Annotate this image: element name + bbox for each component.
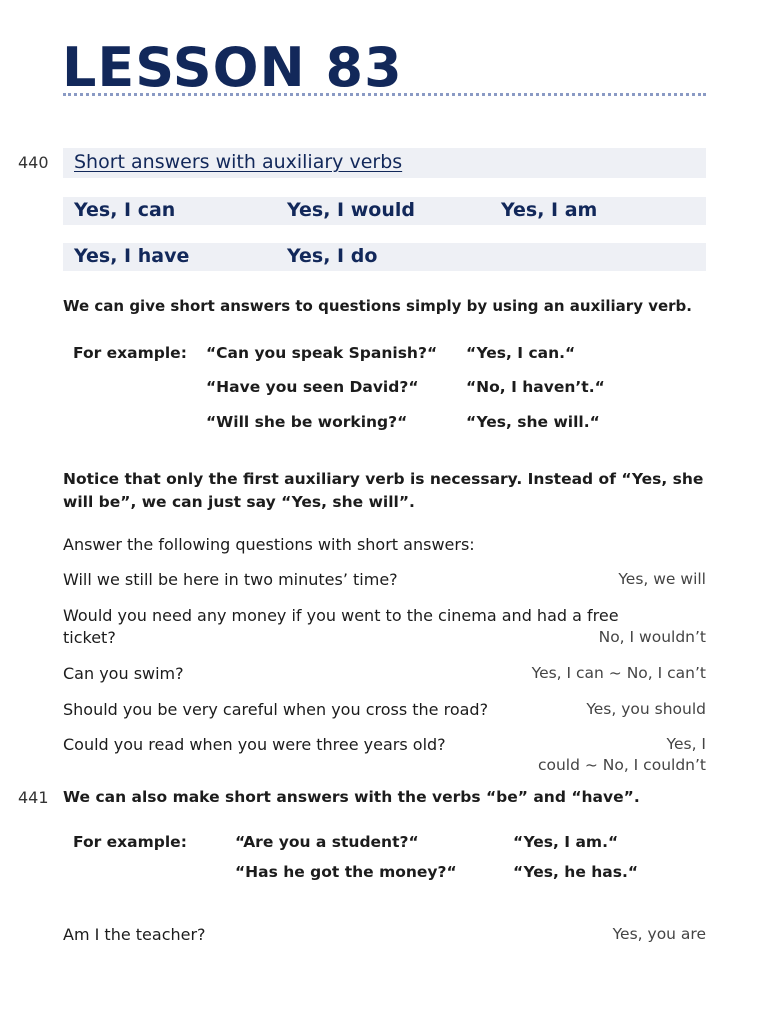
exercise-answer: Yes, we will xyxy=(618,570,706,588)
exercise-answer: No, I wouldn’t xyxy=(598,628,706,646)
exercise-question: Am I the teacher? xyxy=(63,925,206,944)
exercise-answer: Yes, I can ~ No, I can’t xyxy=(531,664,706,682)
exercise-answer: Yes, I xyxy=(666,735,706,753)
exercise-question-cont: ticket? xyxy=(63,628,116,647)
form-item: Yes, I can xyxy=(74,199,176,221)
notice-paragraph: Notice that only the first auxiliary verb is necessary. Instead of “Yes, she will be”, we can just say “Yes, she will”. xyxy=(63,470,704,511)
example-answer: “Yes, she will.“ xyxy=(466,413,600,431)
form-item: Yes, I have xyxy=(74,245,190,267)
form-item: Yes, I would xyxy=(287,199,415,221)
example-label: For example: xyxy=(73,344,187,362)
exercise-question: Should you be very careful when you cross the road? xyxy=(63,700,489,719)
example-label: For example: xyxy=(73,833,187,851)
section-number: 441 xyxy=(18,788,49,807)
form-item: Yes, I do xyxy=(287,245,378,267)
section-number: 440 xyxy=(18,153,49,172)
example-answer: “No, I haven’t.“ xyxy=(466,378,605,396)
exercise-answer: Yes, you should xyxy=(586,700,706,718)
section-intro: We can also make short answers with the verbs “be” and “have”. xyxy=(63,788,640,806)
example-answer: “Yes, he has.“ xyxy=(513,863,639,881)
example-answer: “Yes, I can.“ xyxy=(466,344,576,362)
form-item: Yes, I am xyxy=(501,199,598,221)
instruction-text: Answer the following questions with short answers: xyxy=(63,535,475,554)
example-question: “Will she be working?“ xyxy=(206,413,408,431)
exercise-question: Will we still be here in two minutes’ time? xyxy=(63,570,398,589)
page-title: LESSON 83 xyxy=(62,36,403,99)
exercise-answer: Yes, you are xyxy=(612,925,706,943)
exercise-question: Can you swim? xyxy=(63,664,184,683)
title-divider xyxy=(63,93,706,96)
exercise-question: Would you need any money if you went to the cinema and had a free xyxy=(63,606,619,625)
example-question: “Are you a student?“ xyxy=(235,833,419,851)
exercise-question: Could you read when you were three years old? xyxy=(63,735,446,754)
section-heading: Short answers with auxiliary verbs xyxy=(74,151,403,173)
intro-text: We can give short answers to questions simply by using an auxiliary verb. xyxy=(63,297,692,315)
example-answer: “Yes, I am.“ xyxy=(513,833,619,851)
exercise-answer-cont: could ~ No, I couldn’t xyxy=(537,756,706,774)
example-question: “Has he got the money?“ xyxy=(235,863,457,881)
example-question: “Can you speak Spanish?“ xyxy=(206,344,438,362)
example-question: “Have you seen David?“ xyxy=(206,378,419,396)
